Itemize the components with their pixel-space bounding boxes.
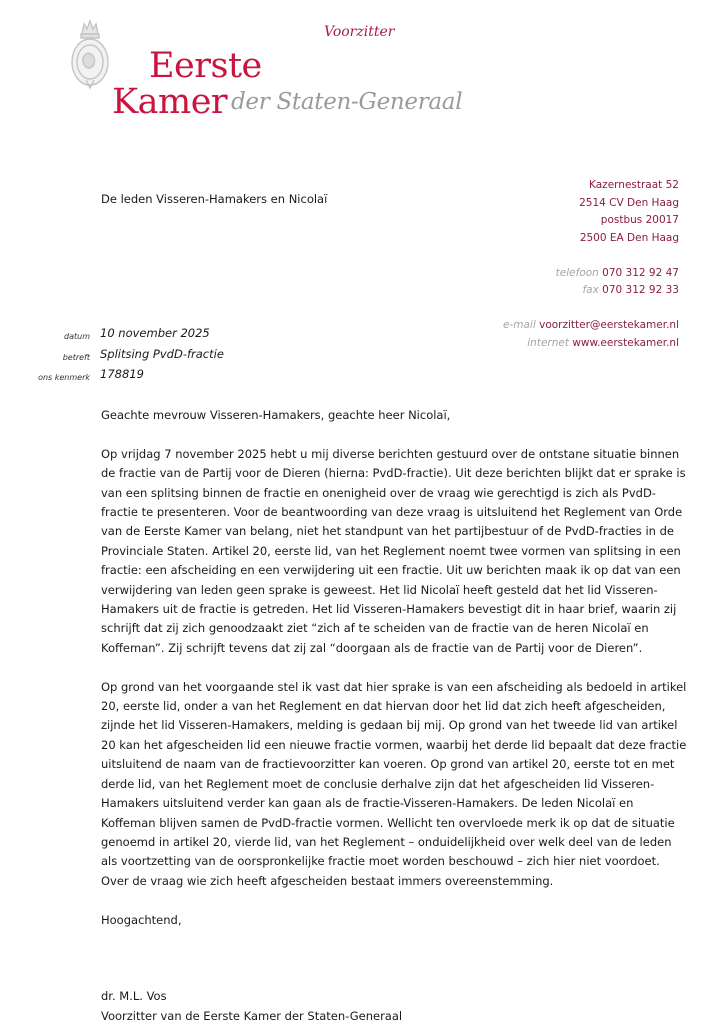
fax-line [503, 282, 679, 300]
letter-body [101, 406, 691, 1026]
paragraph-1: Op vrijdag 7 november 2025 hebt u mij diverse berichten gestuurd over de ontstane situatie binnen de fractie van de Partij voor de Dieren (hierna: PvdD-fractie). Uit deze berichten blijkt dat er sprake is van een splitsing binnen de fractie en onenigheid over de vraag wie gerechtigd is zich als PvdD-fractie te presenteren. Voor de beantwoording van deze vraag is uitsluitend het Reglement van Orde van de Eerste Kamer van belang, niet het standpunt van het partijbestuur of de PvdD-fracties in de Provinciale Staten. Artikel 20, eerste lid, van het Reglement noemt twee vormen van splitsing in een fractie: een afscheiding en een verwijdering uit een fractie. Uit uw berichten maak ik op dat van een verwijdering van leden geen sprake is geweest. Het lid Nicolaï heeft gesteld dat het lid Visseren-Hamakers uit de fractie is getreden. Het lid Visseren-Hamakers bevestigt dit in haar brief, waarin zij schrijft dat zij zich genoodzaakt ziet “zich af te scheiden van de fractie van de heren Nicolaï en Koffeman”. Zij schrijft tevens dat zij zal “doorgaan als de fractie van de Partij voor de Dieren”. [101, 446, 686, 655]
recipient: De leden Visseren-Hamakers en Nicolaï [101, 192, 328, 206]
subject-value: Splitsing PvdD-fractie [100, 346, 224, 361]
internet-line [503, 335, 679, 353]
address-postbus-city: 2500 EA Den Haag [579, 231, 679, 244]
date-value: 10 november 2025 [100, 326, 210, 340]
date-label: datum [64, 332, 90, 341]
letter-metadata [30, 325, 224, 387]
paragraph-2: Op grond van het voorgaande stel ik vast dat hier sprake is van een afscheiding als bedoeld in artikel 20, eerste lid, onder a van het Reglement en dat hiervan door het lid dat zich heeft afgescheiden, zijnde het lid Visseren-Hamakers, melding is gedaan bij mij. Op grond van het tweede lid van artikel 20 kan het afgescheiden lid een nieuwe fractie vormen, waarbij het derde lid bepaalt dat deze fractie uitsluitend de naam van de fractievoorzitter kan voeren. Op grond van artikel 20, eerste tot en met derde lid, van het Reglement moet de conclusie derhalve zijn dat het afgescheiden lid Visseren-Hamakers uitsluitend verder kan gaan als de fractie-Visseren-Hamakers. De leden Nicolaï en Koffeman blijven samen de PvdD-fractie vormen. Wellicht ten overvloede merk ik op dat de situatie genoemd in artikel 20, vierde lid, van het Reglement – onduidelijkheid over welk deel van de leden als voortzetting van de oorspronkelijke fractie moet worden beschouwd – zich hier niet voordoet. Over de vraag wie zich heeft afgescheiden bestaat immers overeenstemming. [101, 679, 687, 888]
phone-number: 070 312 92 47 [602, 266, 679, 279]
phone-line [503, 265, 679, 283]
reference-value: 178819 [100, 367, 144, 381]
sender-role: Voorzitter [324, 24, 395, 40]
internet-label: internet [527, 336, 569, 349]
signatory-title: Voorzitter van de Eerste Kamer der Staten-Generaal [101, 1008, 403, 1023]
address-street: Kazernestraat 52 [589, 179, 679, 191]
email-link[interactable]: voorzitter@eerstekamer.nl [539, 319, 679, 331]
fax-label: fax [582, 284, 599, 296]
address-postcode: 2514 CV Den Haag [579, 196, 679, 209]
reference-label: ons kenmerk [38, 373, 90, 382]
website-link[interactable]: www.eerstekamer.nl [572, 336, 679, 349]
meta-subject [30, 346, 224, 367]
signatory-name: dr. M.L. Vos [101, 989, 167, 1004]
logo-subtitle: der Staten-Generaal [231, 89, 463, 115]
logo-eerste: Eerste [149, 46, 262, 86]
email-label: e-mail [503, 319, 536, 331]
email-line [503, 317, 679, 335]
royal-crest-icon [68, 18, 112, 90]
salutation: Geachte mevrouw Visseren-Hamakers, geachte heer Nicolaï, [101, 408, 451, 422]
fax-number: 070 312 92 33 [602, 284, 679, 296]
closing: Hoogachtend, [101, 912, 182, 927]
meta-reference [30, 366, 224, 387]
address-block [503, 177, 679, 352]
meta-date [30, 325, 224, 346]
logo-kamer: Kamer [112, 82, 228, 122]
phone-label: telefoon [555, 266, 599, 279]
subject-label: betreft [62, 352, 90, 362]
address-postbus: postbus 20017 [600, 214, 679, 226]
